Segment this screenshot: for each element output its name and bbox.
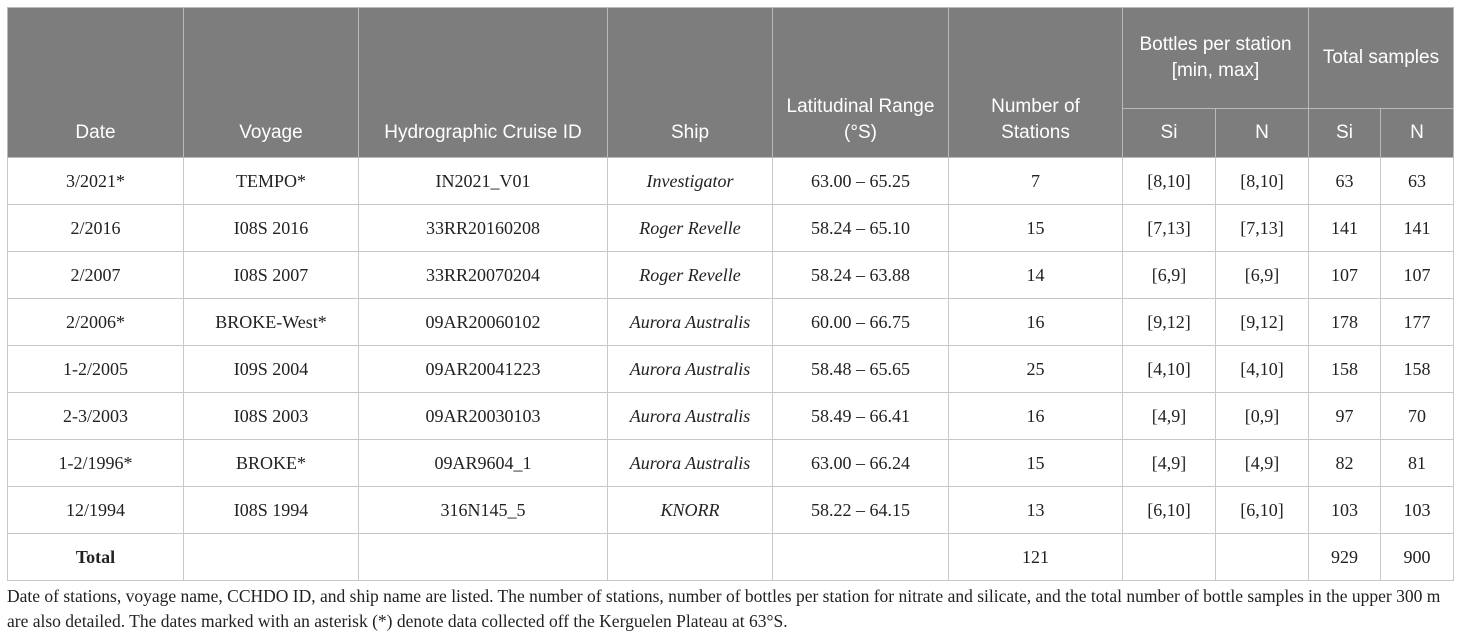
cell-total-n: 158: [1381, 346, 1454, 393]
total-label: Total: [8, 534, 184, 581]
cell-date: 2/2006*: [8, 299, 184, 346]
cell-bottles-n: [9,12]: [1216, 299, 1309, 346]
cell-lat-range: 58.49 – 66.41: [773, 393, 949, 440]
cell-total-n: 107: [1381, 252, 1454, 299]
cell-bottles-si: [8,10]: [1123, 158, 1216, 205]
cell-stations: 15: [949, 440, 1123, 487]
cell-bottles-si: [4,9]: [1123, 393, 1216, 440]
table-row: [8, 299, 1454, 346]
cell-cruise-id: 09AR9604_1: [359, 440, 608, 487]
cell-date: 1-2/1996*: [8, 440, 184, 487]
cell-bottles-si: [9,12]: [1123, 299, 1216, 346]
cell-stations: 15: [949, 205, 1123, 252]
table-row: [8, 440, 1454, 487]
total-empty-cell: [359, 534, 608, 581]
cell-total-n: 81: [1381, 440, 1454, 487]
cell-bottles-n: [7,13]: [1216, 205, 1309, 252]
cell-stations: 16: [949, 393, 1123, 440]
cell-lat-range: 58.48 – 65.65: [773, 346, 949, 393]
table-body: [8, 158, 1454, 534]
cell-ship: Aurora Australis: [608, 346, 773, 393]
header-cruise-id: Hydrographic Cruise ID: [359, 8, 608, 158]
cell-ship: Roger Revelle: [608, 205, 773, 252]
total-empty-cell: [1123, 534, 1216, 581]
header-voyage: Voyage: [184, 8, 359, 158]
cell-ship: Aurora Australis: [608, 299, 773, 346]
cell-cruise-id: 09AR20060102: [359, 299, 608, 346]
total-row: [8, 534, 1454, 581]
header-ship: Ship: [608, 8, 773, 158]
cell-total-si: 82: [1309, 440, 1381, 487]
cell-bottles-n: [6,10]: [1216, 487, 1309, 534]
table-caption: Date of stations, voyage name, CCHDO ID, and ship name are listed. The number of stations, number of bottles per station for nitrate and silicate, and the total number of bottle samples in the upper 300 m are also detailed. The dates marked with an asterisk (*) denote data collected off the Kerguelen Plateau at 63°S.: [7, 586, 1441, 631]
cell-lat-range: 63.00 – 66.24: [773, 440, 949, 487]
header-total-n: N: [1381, 109, 1454, 158]
cell-total-si: 158: [1309, 346, 1381, 393]
header-bottles-n: N: [1216, 109, 1309, 158]
cell-ship: Investigator: [608, 158, 773, 205]
cell-lat-range: 58.24 – 65.10: [773, 205, 949, 252]
cell-date: 2/2007: [8, 252, 184, 299]
cell-date: 1-2/2005: [8, 346, 184, 393]
cell-lat-range: 60.00 – 66.75: [773, 299, 949, 346]
cell-ship: Aurora Australis: [608, 393, 773, 440]
cell-total-si: 63: [1309, 158, 1381, 205]
cell-bottles-si: [4,9]: [1123, 440, 1216, 487]
cell-voyage: I08S 1994: [184, 487, 359, 534]
cell-stations: 25: [949, 346, 1123, 393]
cell-total-si: 178: [1309, 299, 1381, 346]
table-row: [8, 252, 1454, 299]
total-empty-cell: [773, 534, 949, 581]
cell-stations: 14: [949, 252, 1123, 299]
cell-cruise-id: 09AR20041223: [359, 346, 608, 393]
table-row: [8, 487, 1454, 534]
cell-stations: 7: [949, 158, 1123, 205]
total-samples-si: 929: [1309, 534, 1381, 581]
cell-lat-range: 63.00 – 65.25: [773, 158, 949, 205]
cell-total-n: 177: [1381, 299, 1454, 346]
cell-bottles-n: [6,9]: [1216, 252, 1309, 299]
cell-total-si: 141: [1309, 205, 1381, 252]
cell-date: 2-3/2003: [8, 393, 184, 440]
cell-bottles-n: [4,10]: [1216, 346, 1309, 393]
table-row: [8, 346, 1454, 393]
cell-ship: KNORR: [608, 487, 773, 534]
header-total-si: Si: [1309, 109, 1381, 158]
cell-total-n: 141: [1381, 205, 1454, 252]
cell-lat-range: 58.22 – 64.15: [773, 487, 949, 534]
cell-total-si: 107: [1309, 252, 1381, 299]
cell-voyage: TEMPO*: [184, 158, 359, 205]
cell-voyage: I08S 2003: [184, 393, 359, 440]
cell-ship: Roger Revelle: [608, 252, 773, 299]
cell-stations: 13: [949, 487, 1123, 534]
table-row: [8, 158, 1454, 205]
header-total-samples: Total samples: [1309, 8, 1454, 109]
cell-bottles-n: [0,9]: [1216, 393, 1309, 440]
cell-date: 2/2016: [8, 205, 184, 252]
cell-voyage: BROKE-West*: [184, 299, 359, 346]
header-date: Date: [8, 8, 184, 158]
cell-lat-range: 58.24 – 63.88: [773, 252, 949, 299]
total-empty-cell: [1216, 534, 1309, 581]
header-bottles-si: Si: [1123, 109, 1216, 158]
header-lat-range: Latitudinal Range (°S): [773, 8, 949, 158]
cell-bottles-n: [8,10]: [1216, 158, 1309, 205]
cell-date: 12/1994: [8, 487, 184, 534]
table-row: [8, 393, 1454, 440]
cell-cruise-id: 33RR20070204: [359, 252, 608, 299]
cell-total-si: 103: [1309, 487, 1381, 534]
cell-total-n: 63: [1381, 158, 1454, 205]
cell-total-si: 97: [1309, 393, 1381, 440]
total-empty-cell: [184, 534, 359, 581]
cell-voyage: I08S 2007: [184, 252, 359, 299]
total-samples-n: 900: [1381, 534, 1454, 581]
cell-voyage: I08S 2016: [184, 205, 359, 252]
cell-cruise-id: 09AR20030103: [359, 393, 608, 440]
cell-cruise-id: IN2021_V01: [359, 158, 608, 205]
cell-bottles-n: [4,9]: [1216, 440, 1309, 487]
cell-ship: Aurora Australis: [608, 440, 773, 487]
cell-cruise-id: 33RR20160208: [359, 205, 608, 252]
cell-voyage: BROKE*: [184, 440, 359, 487]
cell-bottles-si: [7,13]: [1123, 205, 1216, 252]
header-bottles-per-station: Bottles per station [min, max]: [1123, 8, 1309, 109]
cell-total-n: 70: [1381, 393, 1454, 440]
cell-bottles-si: [6,10]: [1123, 487, 1216, 534]
cell-stations: 16: [949, 299, 1123, 346]
cell-date: 3/2021*: [8, 158, 184, 205]
cell-bottles-si: [6,9]: [1123, 252, 1216, 299]
cell-total-n: 103: [1381, 487, 1454, 534]
total-stations: 121: [949, 534, 1123, 581]
cell-cruise-id: 316N145_5: [359, 487, 608, 534]
cell-bottles-si: [4,10]: [1123, 346, 1216, 393]
cell-voyage: I09S 2004: [184, 346, 359, 393]
table-row: [8, 205, 1454, 252]
header-num-stations: Number of Stations: [949, 8, 1123, 158]
total-empty-cell: [608, 534, 773, 581]
cruise-data-table: [7, 7, 1454, 581]
